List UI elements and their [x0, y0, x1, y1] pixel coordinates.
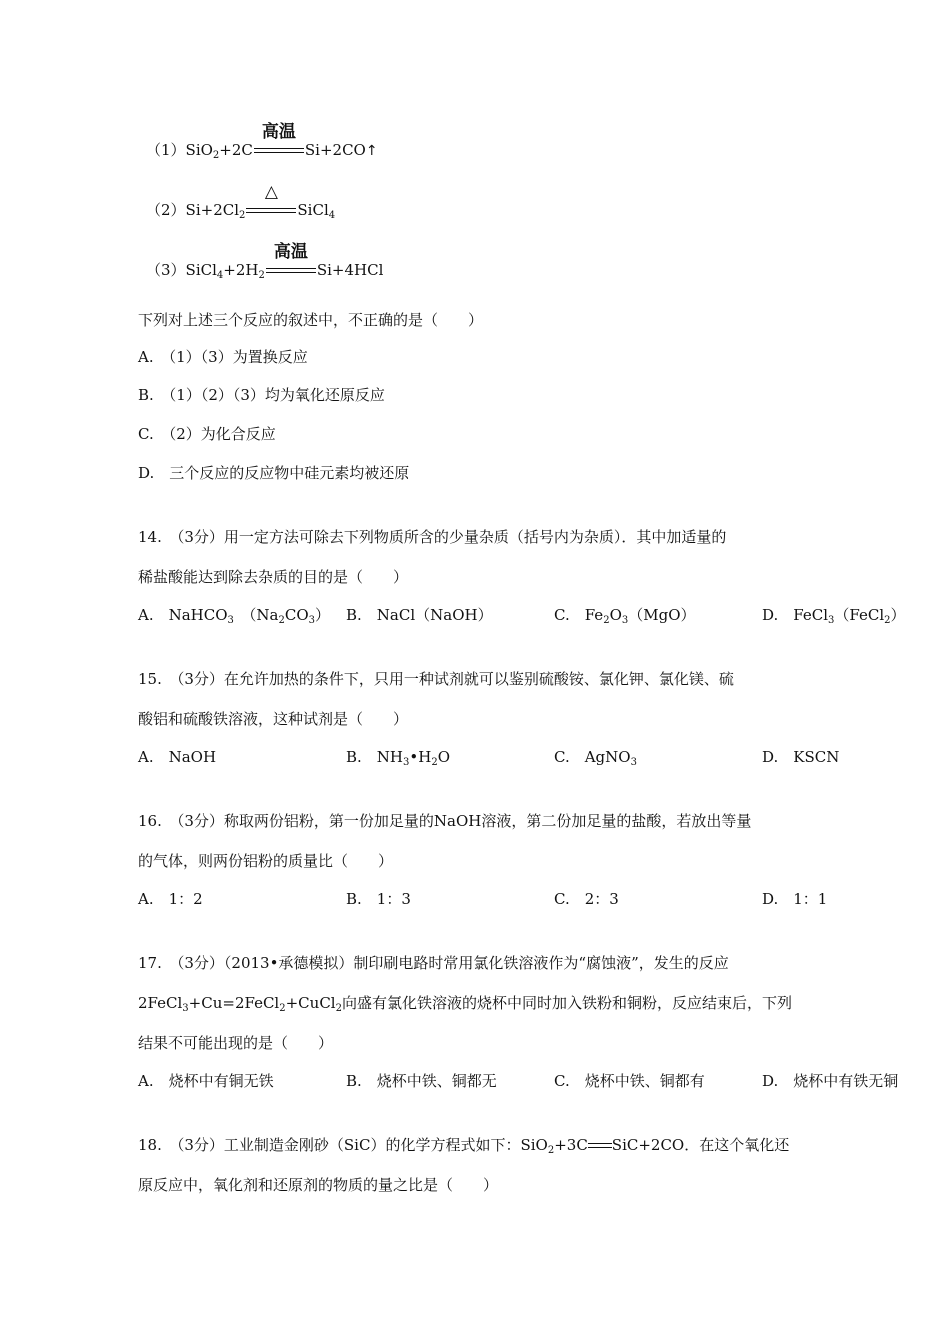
q17-option-a: A. 烧杯中有铜无铁 [138, 1072, 274, 1090]
q17-stem-line3: 结果不可能出现的是（ ） [138, 1034, 334, 1052]
reaction-3: $(3)SiCl_4+2H_2$ 高温 Si+4HCl [146, 242, 384, 281]
q15-option-b: B. $NH_3•H_2O$ [346, 748, 450, 768]
q14-option-b: B. NaCl（NaOH） [346, 606, 493, 624]
q14-option-a: A. NaHCO$_3$ $(Na_2CO_3)$ [138, 606, 331, 626]
reaction-condition: 高温 [254, 144, 304, 158]
q16-option-c: C. 2：3 [554, 890, 619, 908]
q14-stem-line2: 稀盐酸能达到除去杂质的目的是（ ） [138, 568, 409, 586]
q16-option-b: B. 1：3 [346, 890, 411, 908]
q15-option-c: C. AgNO$_3$ [554, 748, 637, 768]
q13-option-b: B. （1）（2）（3）均为氧化还原反应 [138, 386, 385, 404]
q16-option-d: D. 1：1 [762, 890, 828, 908]
q17-option-b: B. 烧杯中铁、铜都无 [346, 1072, 497, 1090]
q17-stem-line2: 2FeCl$_3$+Cu=2FeCl$_2$+CuCl$_2$向盛有氯化铁溶液的烧杯中同时加入铁粉和铜粉，反应结束后，下列 [138, 994, 792, 1014]
q18-stem-line2: 原反应中，氧化剂和还原剂的物质的量之比是（ ） [138, 1176, 499, 1194]
q18-stem-line1: 18. （3分）工业制造金刚砂（SiC）的化学方程式如下：SiO$_2$+3C SiC+2CO．在这个氧化还 [138, 1136, 790, 1156]
q13-stem: 下列对上述三个反应的叙述中，不正确的是（ ） [138, 311, 484, 329]
reaction-number: （1） [146, 141, 186, 159]
q15-stem-line1: 15. （3分）在允许加热的条件下，只用一种试剂就可以鉴别硫酸铵、氯化钾、氯化镁、硫 [138, 670, 734, 688]
reaction-1: （1）SiO$_2$+2C 高温 Si+2CO↑ [146, 122, 378, 161]
q15-option-a: A. NaOH [138, 748, 217, 766]
q17-stem-line1: 17. （3分）（2013•承德模拟）制印刷电路时常用氯化铁溶液作为“腐蚀液”，发生的反应 [138, 954, 729, 972]
q14-stem-line1: 14. （3分）用一定方法可除去下列物质所含的少量杂质（括号内为杂质）．其中加适量的 [138, 528, 727, 546]
reaction-condition: 高温 [266, 264, 316, 278]
q16-stem-line2: 的气体，则两份铝粉的质量比（ ） [138, 852, 394, 870]
q15-stem-line2: 酸铝和硫酸铁溶液，这种试剂是（ ） [138, 710, 409, 728]
q16-stem-line1: 16. （3分）称取两份铝粉，第一份加足量的NaOH溶液，第二份加足量的盐酸，若放出等量 [138, 812, 752, 830]
q16-option-a: A. 1：2 [138, 890, 203, 908]
q14-option-d: D. FeCl$_3$（FeCl$_2$） [762, 606, 906, 626]
q15-option-d: D. KSCN [762, 748, 840, 766]
reaction-2: $(2)Si+2Cl_2$ △ SiCl$_4$ [146, 182, 336, 221]
q17-option-c: C. 烧杯中铁、铜都有 [554, 1072, 705, 1090]
q13-option-d: D. 三个反应的反应物中硅元素均被还原 [138, 464, 410, 482]
q17-option-d: D. 烧杯中有铁无铜 [762, 1072, 899, 1090]
equals-sign-icon [588, 1142, 612, 1150]
reaction-condition: △ [246, 204, 296, 218]
q13-option-a: A. （1）（3）为置换反应 [138, 348, 308, 366]
q13-option-c: C. （2）为化合反应 [138, 425, 276, 443]
q14-option-c: C. $Fe_2O_3(MgO)$ [554, 606, 696, 626]
gas-arrow-icon: ↑ [365, 143, 378, 159]
